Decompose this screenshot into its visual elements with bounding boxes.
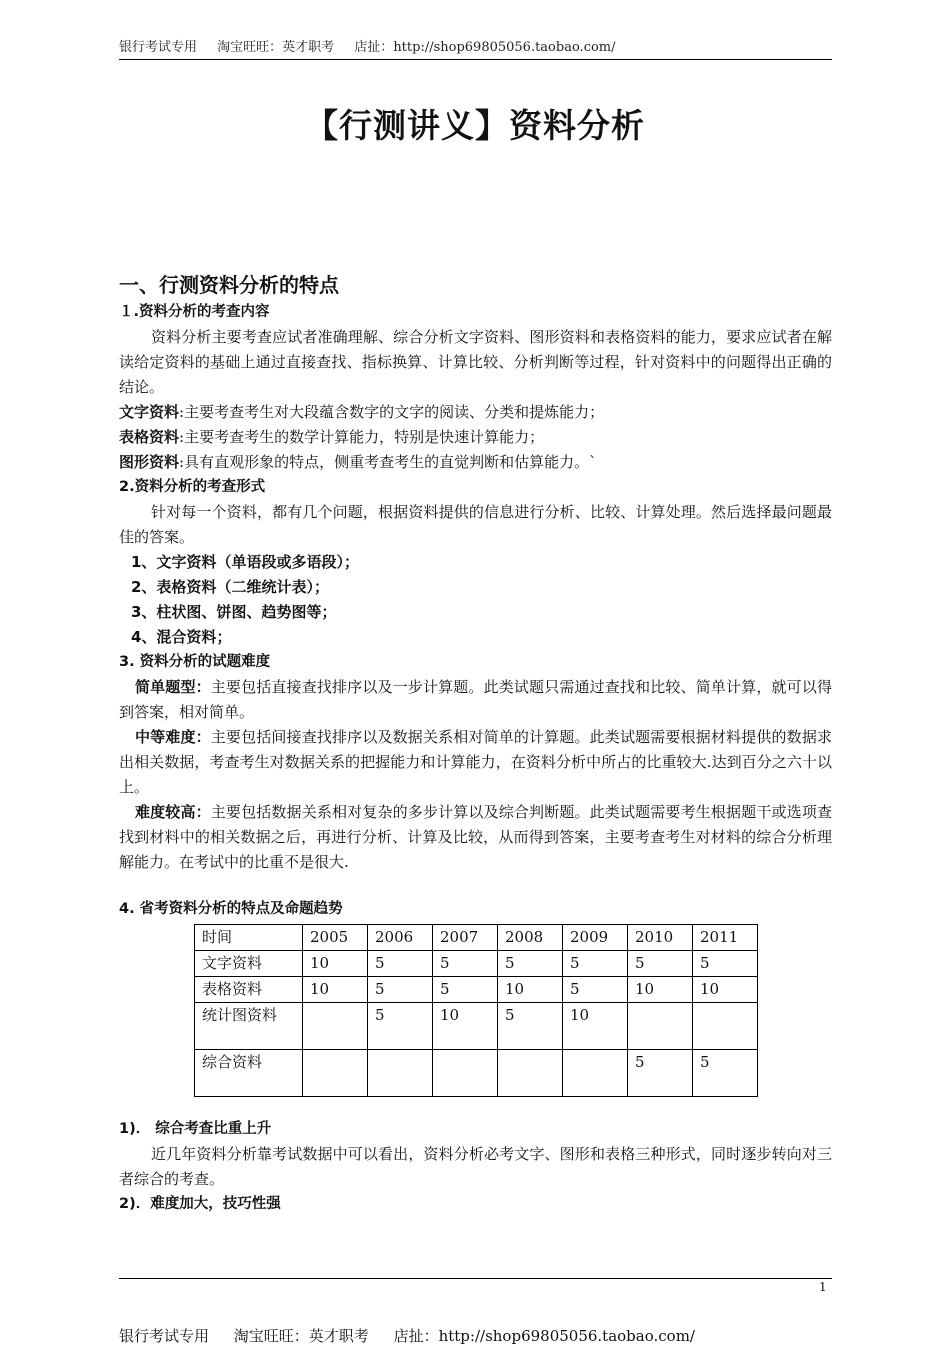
table-cell: 2011 [693, 925, 758, 951]
table-cell: 时间 [195, 925, 303, 951]
difficulty-hard: 难度较高：主要包括数据关系相对复杂的多步计算以及综合判断题。此类试题需要考生根据题干或选项查找到材料中的相关数据之后，再进行分析、计算及比较，从而得到答案，主要考查考生对材料的综合分析理解能力。在考试中的比重不是很大. [119, 803, 832, 871]
table-cell: 综合资料 [195, 1050, 303, 1097]
table-cell: 10 [563, 1003, 628, 1050]
footer-right: 店扯：http://shop69805056.taobao.com/ [393, 1327, 695, 1345]
paragraph-form: 针对每一个资料，都有几个问题，根据资料提供的信息进行分析、比较、计算处理。然后选择最问题最佳的答案。 [119, 503, 832, 546]
table-row [195, 1050, 758, 1097]
table-cell [563, 1050, 628, 1097]
table-cell: 5 [563, 951, 628, 977]
table-cell: 2007 [433, 925, 498, 951]
table-header-row [195, 925, 758, 951]
table-row [195, 977, 758, 1003]
table-cell [433, 1050, 498, 1097]
footer-left: 银行考试专用 [119, 1327, 210, 1345]
table-cell: 10 [498, 977, 563, 1003]
table-row [195, 951, 758, 977]
table-cell: 2005 [303, 925, 368, 951]
trend-heading-2: 2)．难度加大，技巧性强 [119, 1196, 281, 1212]
list-item: 4、混合资料； [131, 628, 232, 646]
list-item: 1、文字资料（单语段或多语段）； [131, 553, 359, 571]
content-item-table: 表格资料:主要考查考生的数学计算能力，特别是快速计算能力； [119, 428, 545, 446]
table-cell [303, 1003, 368, 1050]
subsection-heading-2: 2.资料分析的考查形式 [119, 479, 266, 495]
table-cell: 5 [368, 977, 433, 1003]
table-cell: 10 [628, 977, 693, 1003]
table-cell: 10 [303, 951, 368, 977]
content-item-graph: 图形资料:具有直观形象的特点，侧重考查考生的直觉判断和估算能力。` [119, 453, 597, 471]
footer-divider [119, 1278, 832, 1279]
table-cell: 5 [628, 951, 693, 977]
document-title: 【行测讲义】资料分析 [305, 106, 645, 145]
subsection-heading-1: １.资料分析的考查内容 [119, 304, 270, 320]
list-item: 2、表格资料（二维统计表）； [131, 578, 329, 596]
exam-distribution-table [194, 924, 758, 1097]
difficulty-easy: 简单题型：主要包括直接查找排序以及一步计算题。此类试题只需通过查找和比较、简单计算，就可以得到答案，相对简单。 [119, 678, 832, 721]
page-number: 1 [819, 1280, 827, 1294]
table-cell: 5 [628, 1050, 693, 1097]
table-cell: 5 [563, 977, 628, 1003]
table-cell: 5 [498, 951, 563, 977]
paragraph-content: 资料分析主要考查应试者准确理解、综合分析文字资料、图形资料和表格资料的能力，要求应试者在解读给定资料的基础上通过直接查找、指标换算、计算比较、分析判断等过程，针对资料中的问题得出正确的结论。 [119, 328, 832, 396]
table-cell: 2008 [498, 925, 563, 951]
table-row [195, 1003, 758, 1050]
table-cell [368, 1050, 433, 1097]
header-right: 店扯：http://shop69805056.taobao.com/ [354, 40, 616, 55]
table-cell: 5 [433, 977, 498, 1003]
subsection-heading-3: 3. 资料分析的试题难度 [119, 654, 271, 670]
table-cell: 表格资料 [195, 977, 303, 1003]
table-cell: 5 [498, 1003, 563, 1050]
trend-paragraph-1: 近几年资料分析靠考试数据中可以看出，资料分析必考文字、图形和表格三种形式，同时逐步转向对三者综合的考查。 [119, 1145, 832, 1188]
table-cell: 2010 [628, 925, 693, 951]
table-cell: 5 [433, 951, 498, 977]
content-item-text: 文字资料:主要考查考生对大段蕴含数字的文字的阅读、分类和提炼能力； [119, 403, 605, 421]
header-middle: 淘宝旺旺：英才职考 [217, 40, 335, 55]
page-footer [119, 1325, 715, 1346]
table-cell [498, 1050, 563, 1097]
table-cell: 10 [303, 977, 368, 1003]
document-body [119, 270, 832, 1217]
page-header [119, 36, 832, 60]
footer-middle: 淘宝旺旺：英才职考 [233, 1327, 369, 1345]
header-left: 银行考试专用 [119, 40, 198, 55]
table-cell: 5 [693, 951, 758, 977]
table-cell: 5 [693, 1050, 758, 1097]
table-cell [628, 1003, 693, 1050]
table-cell: 5 [368, 951, 433, 977]
difficulty-medium: 中等难度：主要包括间接查找排序以及数据关系相对简单的计算题。此类试题需要根据材料提供的数据求出相关数据，考查考生对数据关系的把握能力和计算能力，在资料分析中所占的比重较大.达到百分之六十以上。 [119, 728, 832, 796]
table-cell: 文字资料 [195, 951, 303, 977]
table-cell: 10 [693, 977, 758, 1003]
table-cell [693, 1003, 758, 1050]
trend-heading-1: 1)． 综合考查比重上升 [119, 1121, 272, 1137]
list-item: 3、柱状图、饼图、趋势图等； [131, 603, 337, 621]
table-cell: 5 [368, 1003, 433, 1050]
table-cell: 10 [433, 1003, 498, 1050]
subsection-heading-4: 4. 省考资料分析的特点及命题趋势 [119, 901, 343, 917]
table-cell: 2009 [563, 925, 628, 951]
section-heading: 一、行测资料分析的特点 [119, 273, 339, 297]
table-cell [303, 1050, 368, 1097]
table-cell: 统计图资料 [195, 1003, 303, 1050]
table-cell: 2006 [368, 925, 433, 951]
